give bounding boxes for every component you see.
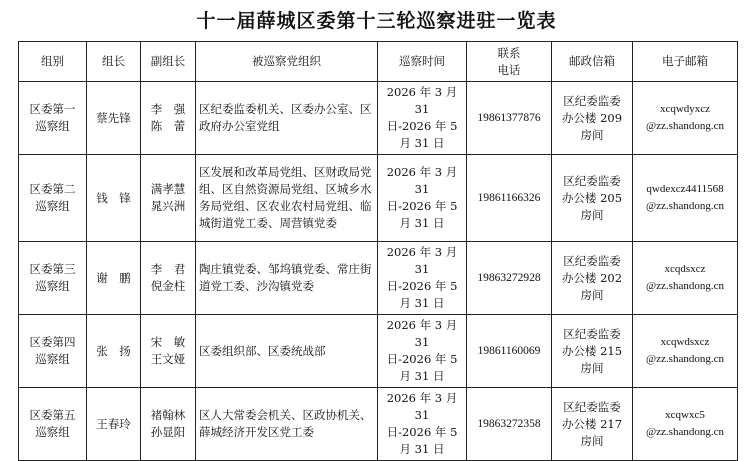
target-cell: 区人大常委会机关、区政协机关、薛城经济开发区党工委: [196, 388, 378, 461]
table-row: [19, 315, 738, 388]
header-mailbox: 邮政信箱: [552, 42, 633, 82]
email-cell: xcqdsxcz @zz.shandong.cn: [633, 242, 738, 315]
group-cell: 区委第二 巡察组: [19, 155, 87, 242]
target-cell: 区纪委监委机关、区委办公室、区政府办公室党组: [196, 82, 378, 155]
header-leader: 组长: [87, 42, 141, 82]
email-cell: xcqwdyxcz @zz.shandong.cn: [633, 82, 738, 155]
target-cell: 区发展和改革局党组、区财政局党组、区自然资源局党组、区城乡水务局党组、区农业农村局党组、临城街道党工委、周营镇党委: [196, 155, 378, 242]
mailbox-cell: 区纪委监委 办公楼 202 房间: [552, 242, 633, 315]
table-row: [19, 155, 738, 242]
email-cell: xcqwxc5 @zz.shandong.cn: [633, 388, 738, 461]
header-email: 电子邮箱: [633, 42, 738, 82]
leader-cell: 谢 鹏: [87, 242, 141, 315]
phone-cell: 19863272358: [467, 388, 552, 461]
document-title: 十一届薛城区委第十三轮巡察进驻一览表: [196, 10, 557, 32]
time-cell: 2026 年 3 月 31 日-2026 年 5 月 31 日: [378, 155, 467, 242]
mailbox-cell: 区纪委监委 办公楼 209 房间: [552, 82, 633, 155]
deputy-cell: 宋 敏 王文娅: [141, 315, 196, 388]
table-row: [19, 82, 738, 155]
header-group: 组别: [19, 42, 87, 82]
leader-cell: 钱 锋: [87, 155, 141, 242]
mailbox-cell: 区纪委监委 办公楼 205 房间: [552, 155, 633, 242]
time-cell: 2026 年 3 月 31 日-2026 年 5 月 31 日: [378, 242, 467, 315]
email-cell: xcqwdsxcz @zz.shandong.cn: [633, 315, 738, 388]
target-cell: 区委组织部、区委统战部: [196, 315, 378, 388]
mailbox-cell: 区纪委监委 办公楼 217 房间: [552, 388, 633, 461]
phone-cell: 19861377876: [467, 82, 552, 155]
time-cell: 2026 年 3 月 31 日-2026 年 5 月 31 日: [378, 388, 467, 461]
deputy-cell: 李 强 陈 蕾: [141, 82, 196, 155]
table-header-row: [19, 42, 738, 82]
email-cell: qwdexcz4411568 @zz.shandong.cn: [633, 155, 738, 242]
target-cell: 陶庄镇党委、邹坞镇党委、常庄街道党工委、沙沟镇党委: [196, 242, 378, 315]
leader-cell: 王春玲: [87, 388, 141, 461]
group-cell: 区委第三 巡察组: [19, 242, 87, 315]
leader-cell: 张 扬: [87, 315, 141, 388]
group-cell: 区委第四 巡察组: [19, 315, 87, 388]
deputy-cell: 褚翰林 孙显阳: [141, 388, 196, 461]
table-row: [19, 242, 738, 315]
phone-cell: 19861160069: [467, 315, 552, 388]
group-cell: 区委第五 巡察组: [19, 388, 87, 461]
deputy-cell: 满孝慧 晁兴洲: [141, 155, 196, 242]
header-time: 巡察时间: [378, 42, 467, 82]
time-cell: 2026 年 3 月 31 日-2026 年 5 月 31 日: [378, 315, 467, 388]
mailbox-cell: 区纪委监委 办公楼 215 房间: [552, 315, 633, 388]
table-row: [19, 388, 738, 461]
deputy-cell: 李 君 倪金柱: [141, 242, 196, 315]
header-phone: 联系 电话: [467, 42, 552, 82]
header-target: 被巡察党组织: [196, 42, 378, 82]
header-deputy: 副组长: [141, 42, 196, 82]
group-cell: 区委第一 巡察组: [19, 82, 87, 155]
leader-cell: 蔡先锋: [87, 82, 141, 155]
inspection-roster-table: [18, 41, 738, 461]
phone-cell: 19861166326: [467, 155, 552, 242]
phone-cell: 19863272928: [467, 242, 552, 315]
time-cell: 2026 年 3 月 31 日-2026 年 5 月 31 日: [378, 82, 467, 155]
